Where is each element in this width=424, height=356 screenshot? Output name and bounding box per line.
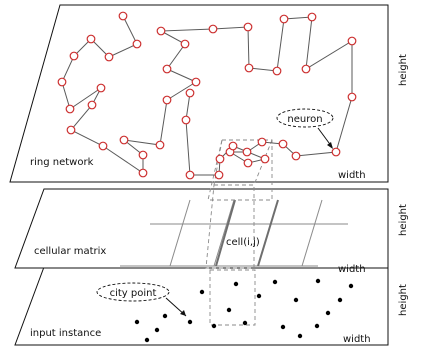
- neuron-node: [348, 93, 356, 101]
- neuron-node: [292, 152, 300, 160]
- neuron-node: [88, 101, 96, 109]
- neuron-node: [99, 142, 107, 150]
- input-height-label: height: [398, 284, 409, 316]
- neuron-node: [87, 35, 95, 43]
- neuron-node: [273, 67, 281, 75]
- city-point: [349, 284, 353, 288]
- input-instance-label: input instance: [30, 328, 102, 339]
- ring-network-layer: [10, 5, 409, 200]
- neuron-node: [280, 15, 288, 23]
- neuron-node: [157, 27, 165, 35]
- neuron-node: [181, 40, 189, 48]
- ring-network-plane: [10, 5, 388, 182]
- neuron-node: [216, 155, 224, 163]
- city-point: [257, 294, 261, 298]
- neuron-node: [66, 105, 74, 113]
- cellular-matrix-layer: [15, 185, 409, 275]
- city-point: [338, 298, 342, 302]
- neuron-node: [215, 171, 223, 179]
- neuron-node: [133, 40, 141, 48]
- city-point: [227, 308, 231, 312]
- city-point: [145, 338, 149, 342]
- city-point: [212, 324, 216, 328]
- ring-height-label: height: [398, 54, 409, 86]
- city-point: [200, 290, 204, 294]
- cell-label: cell(i,j): [226, 237, 260, 248]
- neuron-node: [308, 13, 316, 21]
- neuron-node: [156, 141, 164, 149]
- neuron-node: [119, 12, 127, 20]
- neuron-node: [186, 171, 194, 179]
- neuron-node: [67, 126, 75, 134]
- city-point: [163, 314, 167, 318]
- neuron-node: [58, 78, 66, 86]
- neuron-node: [97, 84, 105, 92]
- ring-width-label: width: [338, 170, 366, 181]
- neuron-node: [186, 89, 194, 97]
- city-point: [135, 320, 139, 324]
- neuron-node: [182, 116, 190, 124]
- neuron-node: [244, 23, 252, 31]
- city-point: [243, 321, 247, 325]
- neuron-node: [245, 64, 253, 72]
- city-point: [315, 324, 319, 328]
- input-instance-layer: [15, 267, 409, 345]
- neuron-node: [105, 53, 113, 61]
- cellular-matrix-label: cellular matrix: [34, 246, 107, 257]
- neuron-node: [192, 78, 200, 86]
- neuron-node: [261, 155, 269, 163]
- matrix-height-label: height: [398, 204, 409, 236]
- neuron-node: [139, 169, 147, 177]
- neuron-node: [279, 140, 287, 148]
- city-point: [326, 311, 330, 315]
- neuron-node: [70, 52, 78, 60]
- neuron-node: [302, 65, 310, 73]
- city-point-label: city point: [109, 288, 157, 299]
- city-point: [155, 328, 159, 332]
- city-point: [281, 325, 285, 329]
- neuron-node: [258, 138, 266, 146]
- matrix-width-label: width: [338, 264, 366, 275]
- neuron-node: [163, 96, 171, 104]
- neuron-node: [348, 37, 356, 45]
- neuron-node: [209, 25, 217, 33]
- city-point: [294, 298, 298, 302]
- city-point: [298, 334, 302, 338]
- neuron-node: [163, 65, 171, 73]
- neuron-node: [120, 136, 128, 144]
- neuron-label: neuron: [287, 114, 323, 125]
- city-point: [188, 320, 192, 324]
- city-point: [273, 280, 277, 284]
- ring-network-label: ring network: [30, 157, 94, 168]
- neuron-node: [243, 148, 251, 156]
- neuron-node: [244, 159, 252, 167]
- city-point: [316, 279, 320, 283]
- neuron-node: [139, 151, 147, 159]
- city-point: [234, 282, 238, 286]
- input-width-label: width: [343, 334, 371, 345]
- neuron-node: [229, 142, 237, 150]
- neuron-node: [332, 148, 340, 156]
